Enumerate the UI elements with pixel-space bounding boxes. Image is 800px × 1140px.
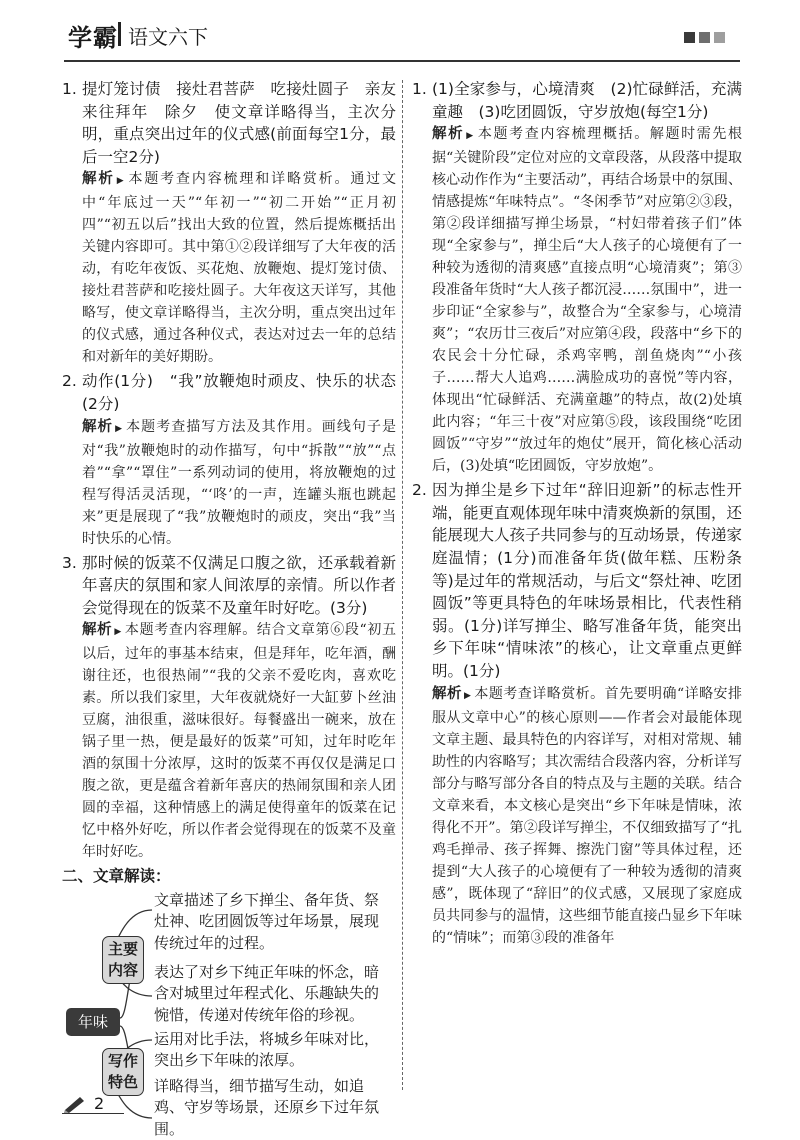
item-number: 2.	[62, 372, 77, 391]
item-number: 3.	[62, 553, 77, 572]
answer-item-1	[412, 78, 742, 477]
square-dark	[684, 32, 695, 43]
answer-item-3	[62, 552, 396, 864]
explanation	[82, 416, 396, 550]
answer-text: 动作(1分) “我”放鞭炮时顽皮、快乐的状态(2分)	[82, 372, 396, 413]
answer-item-2	[62, 370, 396, 549]
answer-text: 那时候的饭菜不仅满足口腹之欲，还承载着新年喜庆的氛围和家人间浓厚的亲情。所以作者会觉得现在的饭菜不及童年时好吃。(3分)	[82, 553, 396, 617]
branch-leaf-text: 表达了对乡下纯正年味的怀念，暗含对城里过年程式化、乐趣缺失的惋惜，传递对传统年俗的珍视。	[154, 962, 380, 1024]
answer-text: 因为掸尘是乡下过年“辞旧迎新”的标志性开端，能更直观体现年味中清爽焕新的氛围，还能展现大人孩子共同参与的互动场景，传递家庭温情；(1分)而准备年货(做年糕、压粉条等)是过年的常规活动，与后文“祭灶神、吃团圆饭”等更具特色的年味场景相比，代表性稍弱。(1分)详写掸尘、略写准备年货，能突出乡下年味“情味浓”的核心，让文章重点更鲜明。(1分)	[432, 481, 743, 680]
section-heading: 二、文章解读：	[62, 867, 171, 886]
play-arrow-icon: ▶	[115, 423, 124, 434]
branch-writing-features: 写作 特色	[102, 1048, 144, 1096]
play-arrow-icon: ▶	[116, 176, 126, 187]
decorative-squares	[684, 28, 729, 47]
item-number: 2.	[412, 481, 427, 500]
answer-item-1	[62, 78, 396, 368]
explanation-text: 本题考查内容梳理和详略赏析。通过文中“年底过一天”“年初一”“初二开始”“正月初四”“初五以后”找出大致的位置，然后提炼概括出关键内容即可。其中第①②段详细写了大年夜的活动，有吃年夜饭、买花炮、放鞭炮、提灯笼讨债、接灶君菩萨和吃接灶圆子。大年夜这天详写，其他略写，使文章详略得当，主次分明，重点突出过年的仪式感，通过各种仪式，表达对过去一年的总结和对新年的美好期盼。	[82, 171, 397, 366]
footer-rule	[62, 1113, 124, 1114]
pencil-icon	[62, 1094, 90, 1114]
explanation-text: 本题考查详略赏析。首先要明确“详略安排服从文章中心”的核心原则——作者会对最能体现文章主题、最具特色的内容详写，对相对常规、辅助性的内容略写；其次需结合段落内容，分析详写部分与略写部分各自的特点及与主题的关联。结合文章来看，本文核心是突出“乡下年味是情味，浓得化不开”。第②段详写掸尘，不仅细致描写了“扎鸡毛掸帚、孩子挥舞、擦洗门窗”等具体过程，还提到“大人孩子的心境便有了一种较为透彻的清爽感”，既体现了“辞旧”的仪式感，又展现了家庭成员共同参与的温情，这些细节能直接凸显乡下年味的“情味”；而第③段的准备年	[432, 685, 743, 946]
item-number: 1.	[412, 80, 427, 98]
explanation-text: 本题考查描写方法及其作用。画线句子是对“我”放鞭炮时的动作描写，句中“拆散”“放”“点着”“拿”“罩住”一系列动词的使用，将放鞭炮的过程写得活灵活现，“‘咚’的一声，连罐头瓶也跳起来”更是展现了“我”放鞭炮时的顽皮，突出“我”当时快乐的心情。	[82, 418, 397, 547]
explanation-label: 解析	[432, 685, 462, 702]
explanation	[82, 168, 396, 368]
explanation-text: 本题考查内容梳理概括。解题时需先根据“关键阶段”定位对应的文章段落，从段落中提取核心动作作为“主要活动”，再结合场景中的氛围、情感提炼“年味特点”。“冬闲季节”对应第②③段，第②段详细描写掸尘场景，“村妇带着孩子们”体现“全家参与”，掸尘后“大人孩子的心境便有了一种较为透彻的清爽感”直接点明“心境清爽”；第③段准备年货时“大人孩子都沉浸……氛围中”，进一步印证“全家参与”，故整合为“全家参与，心境清爽”；“农历廿三夜后”对应第④段，段落中“乡下的农民会十分忙碌，杀鸡宰鸭，剖鱼烧肉”“小孩子……帮大人追鸡……满脸成功的喜悦”等内容，体现出“忙碌鲜活、充满童趣”的特点，故(2)处填此内容；“年三十夜”对应第⑤段，该段围绕“吃团圆饭”“守岁”“放过年的炮仗”展开，简化核心活动后，(3)处填“吃团圆饭，守岁放炮”。	[432, 126, 743, 475]
branch-leaf-text: 详略得当，细节描写生动，如追鸡、守岁等场景，还原乡下过年氛围。	[154, 1076, 380, 1138]
branch-main-content: 主要 内容	[102, 936, 144, 984]
mind-map-root: 年味	[66, 1008, 120, 1036]
page-number: 2	[94, 1094, 105, 1113]
answer-item-2	[412, 479, 742, 948]
explanation	[432, 683, 742, 949]
branch-leaf-text: 文章描述了乡下掸尘、备年货、祭灶神、吃团圆饭等过年场景，展现传统过年的过程。	[154, 890, 380, 952]
left-column	[62, 78, 396, 1140]
page-header	[0, 0, 800, 70]
explanation-label: 解析	[432, 126, 465, 143]
logo-divider	[118, 22, 121, 46]
explanation-label: 解析	[82, 622, 113, 639]
right-column	[412, 78, 742, 951]
play-arrow-icon: ▶	[466, 131, 475, 142]
explanation-label: 解析	[82, 171, 115, 188]
explanation-label: 解析	[82, 418, 114, 435]
explanation	[82, 619, 396, 863]
answer-text: 提灯笼讨债 接灶君菩萨 吃接灶圆子 亲友来往拜年 除夕 使文章详略得当，主次分明，重点突出过年的仪式感(前面每空1分，最后一空2分)	[82, 80, 396, 166]
book-title: 语文六下	[128, 25, 208, 49]
brand-logo: 学霸	[68, 24, 118, 52]
square-light	[714, 32, 725, 43]
mind-map	[62, 890, 396, 1140]
square-mid	[699, 32, 710, 43]
play-arrow-icon: ▶	[114, 627, 122, 638]
item-number: 1.	[62, 80, 77, 98]
play-arrow-icon: ▶	[463, 690, 472, 701]
answer-text: (1)全家参与，心境清爽 (2)忙碌鲜活，充满童趣 (3)吃团圆饭，守岁放炮(每空1分)	[432, 80, 742, 121]
branch-leaf-text: 运用对比手法，将城乡年味对比，突出乡下年味的浓厚。	[154, 1029, 380, 1070]
header-rule	[64, 60, 740, 62]
column-divider	[402, 80, 403, 1090]
explanation	[432, 123, 742, 477]
explanation-text: 本题考查内容理解。结合文章第⑥段“初五以后，过年的事基本结束，但是拜年，吃年酒，酬谢往还，也很热闹”“我的父亲不爱吃肉，喜欢吃素。所以我们家里，大年夜就烧好一大缸萝卜丝油豆腐，油很重，滋味很好。每餐盛出一碗来，放在锅子里一热，便是最好的饭菜”可知，过年时吃年酒的氛围十分浓厚，这时的饭菜不再仅仅是满足口腹之欲，更是蕴含着新年喜庆的热闹氛围和亲人团圆的幸福，这种情感上的满足使得童年的饭菜在记忆中格外好吃，所以作者会觉得现在的饭菜不及童年时好吃。	[82, 622, 397, 861]
